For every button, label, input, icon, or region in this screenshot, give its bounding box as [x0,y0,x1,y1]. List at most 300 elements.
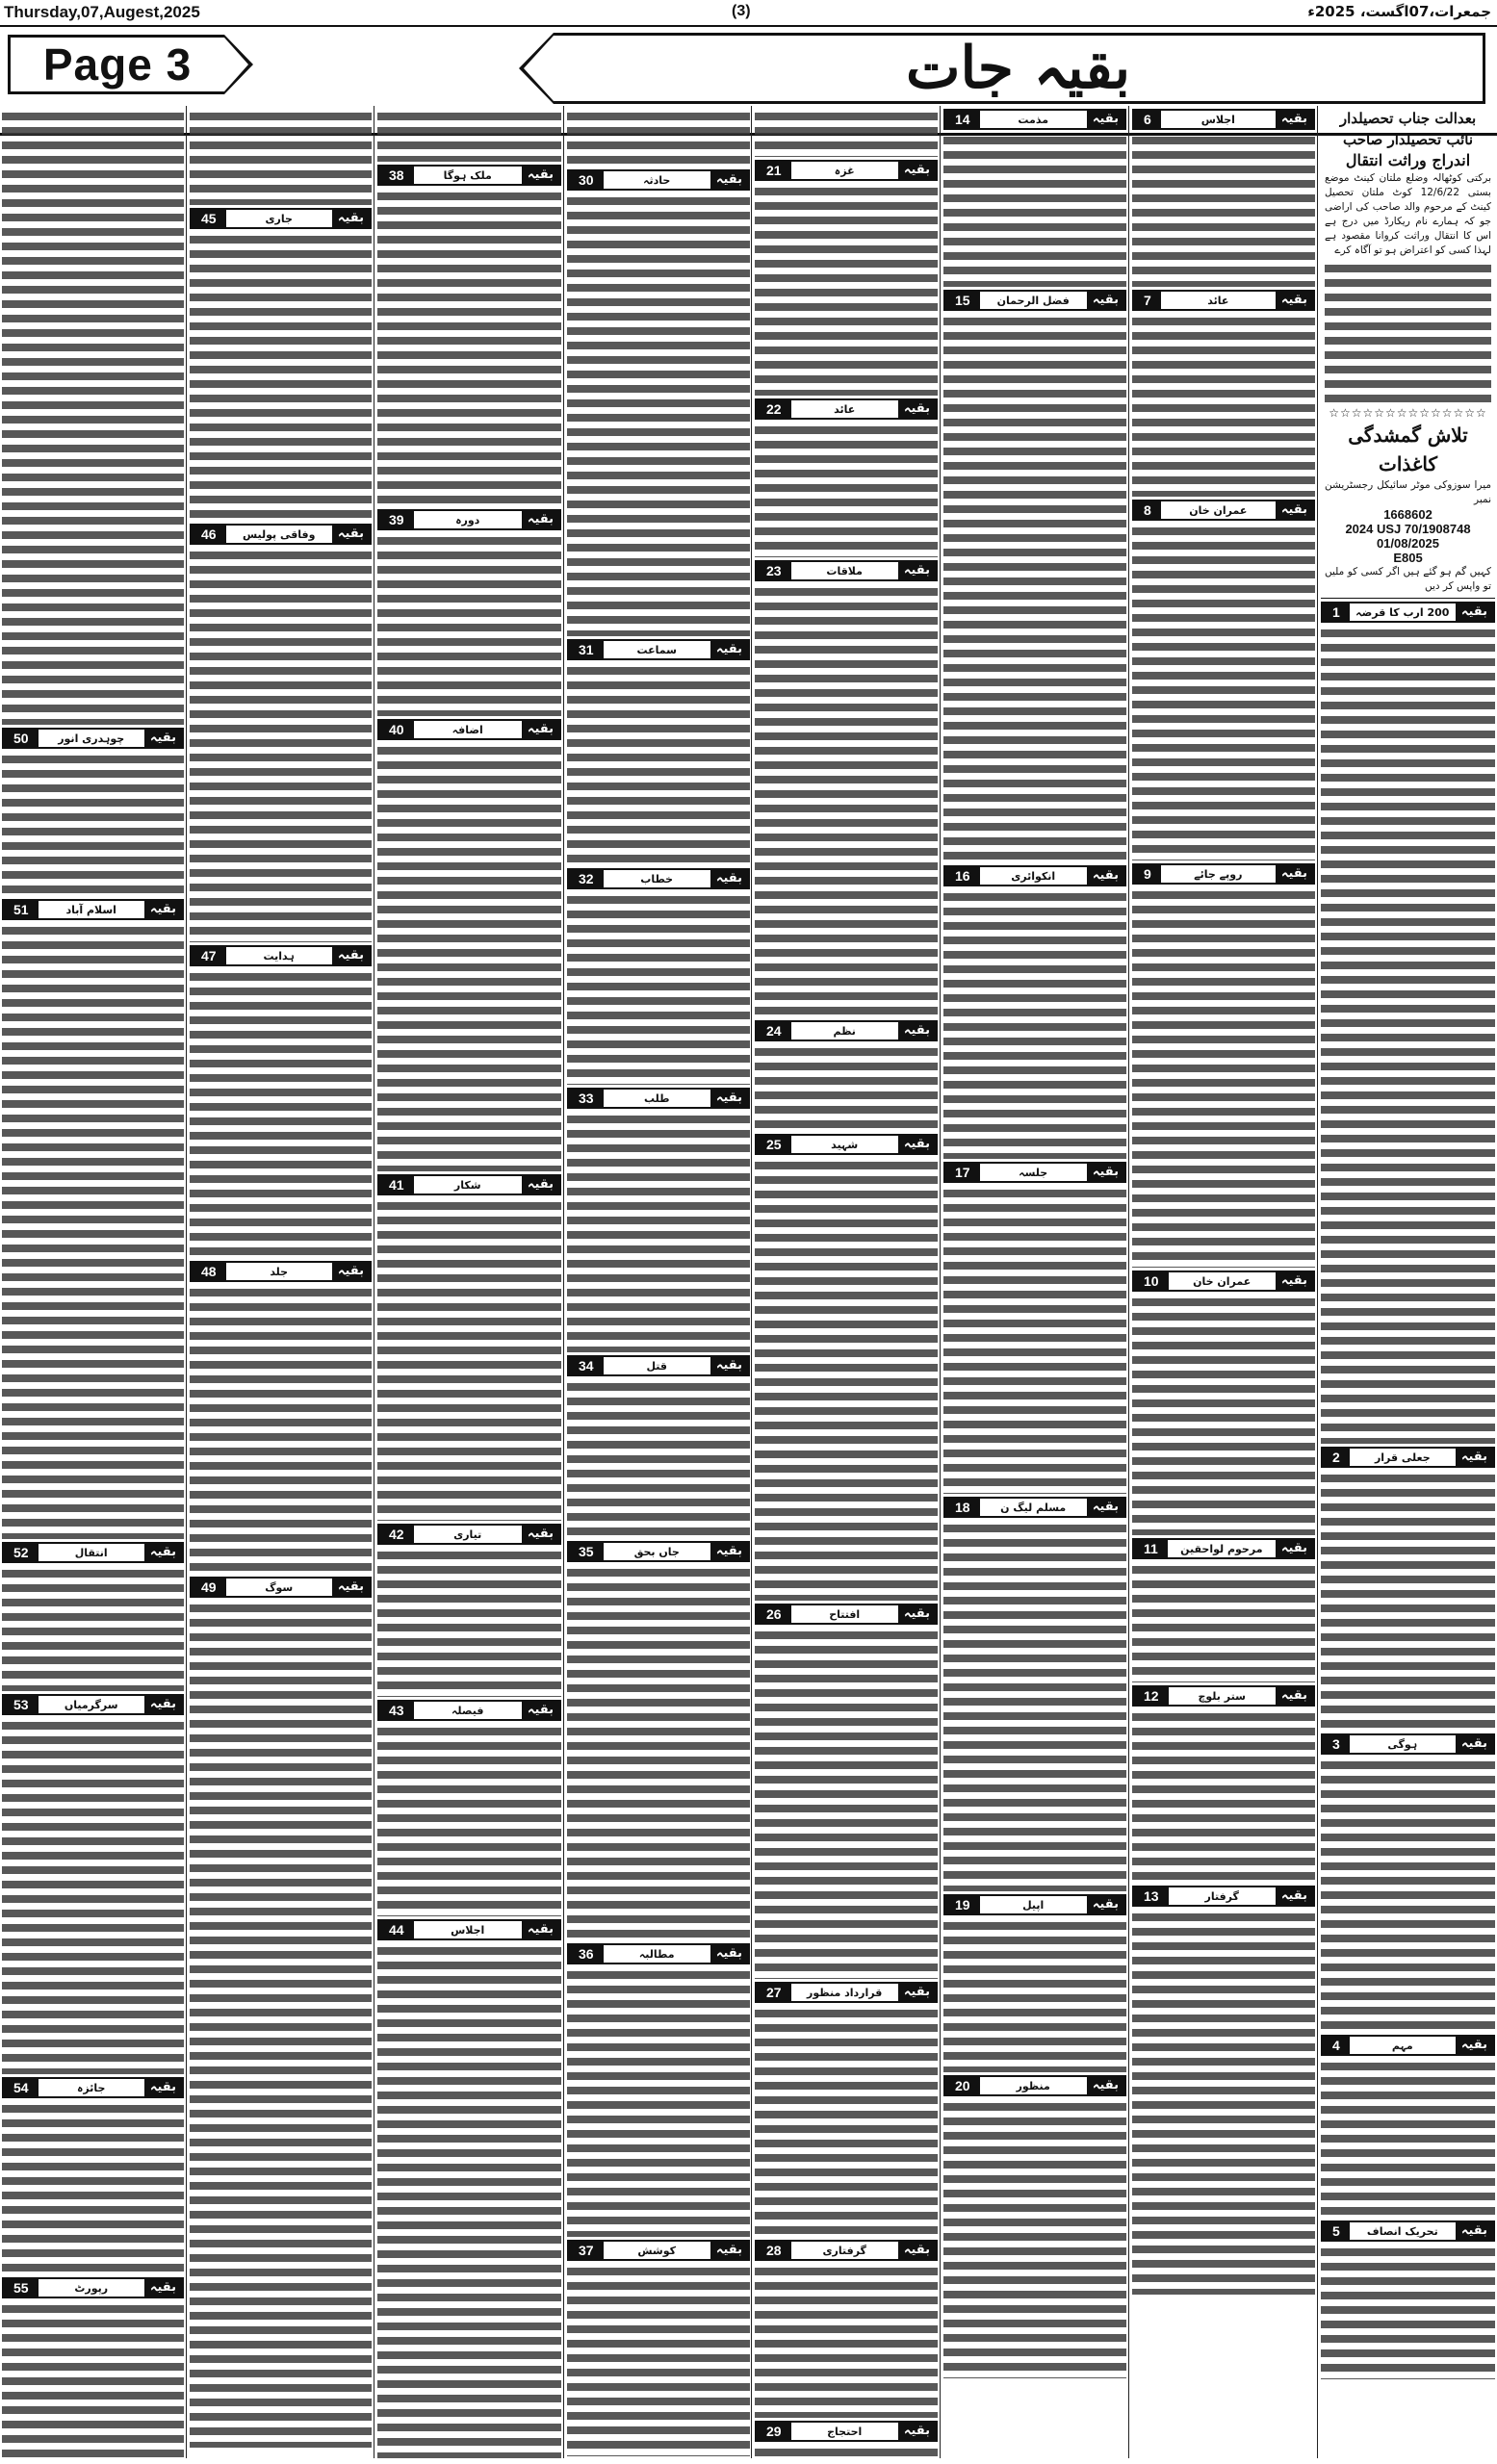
section-title: سماعت [636,643,677,656]
section-number: 52 [4,1544,39,1561]
section-label: بقیہ [1276,1887,1313,1905]
section-title: ملک ہوگا [443,168,492,182]
section-header-46 [190,524,372,545]
section-label: بقیہ [710,171,748,189]
section-text-6 [1132,133,1315,287]
section-header-17 [943,1162,1126,1183]
section-header-20 [943,2075,1126,2096]
section-title: جلد [270,1265,289,1278]
section-title: تحریک انصاف [1366,2224,1438,2238]
section-text-52 [2,1566,184,1691]
continued-text [2,109,184,725]
section-label: بقیہ [522,511,559,528]
notice-court: بعدالت جناب تحصیلدار [1339,110,1477,127]
section-number: 49 [192,1578,226,1596]
section-header-7 [1132,290,1315,311]
section-text-38 [377,189,561,506]
section-header-55 [2,2277,184,2298]
section-title: عمران خان [1193,1274,1252,1288]
section-header-24 [755,1020,938,1041]
section-number: 40 [379,721,414,738]
section-number: 37 [569,2242,604,2259]
lost-docs-date: 01/08/2025 [1376,536,1440,551]
section-text-41 [377,1198,561,1521]
section-text-35 [567,1565,750,1940]
column-divider [751,106,752,2458]
section-header-13 [1132,1886,1315,1907]
section-header-29 [755,2421,938,2442]
section-text-48 [190,1285,372,1574]
section-label: بقیہ [710,870,748,887]
section-label: بقیہ [332,1578,370,1596]
section-text-13 [1132,1910,1315,2295]
section-label: بقیہ [1456,1735,1493,1753]
section-title: طلب [643,1091,670,1105]
section-number: 15 [945,292,980,309]
section-text-40 [377,743,561,1171]
section-header-11 [1132,1538,1315,1559]
column-2 [1132,106,1315,2458]
section-header-40 [377,719,561,740]
section-header-4 [1321,2035,1495,2056]
section-number: 2 [1323,1449,1350,1466]
section-title: اسلام آباد [65,903,116,916]
section-title: انکوائری [1011,869,1056,883]
section-header-8 [1132,500,1315,521]
section-title: اضافہ [452,723,483,736]
section-title: حادثہ [643,173,671,187]
section-title: جائزہ [76,2081,106,2094]
section-title: قرارداد منظور [807,1986,883,1999]
section-title: کوشش [637,2244,677,2257]
section-number: 27 [757,1984,791,2001]
section-number: 39 [379,511,414,528]
section-title: شہید [831,1138,859,1151]
section-text-21 [755,184,938,396]
section-title: سوگ [265,1580,294,1594]
page-number-marker: (3) [732,3,751,19]
section-label: بقیہ [1087,1499,1124,1516]
section-title: احتجاج [827,2425,863,2438]
column-divider [1128,106,1129,2458]
section-title: اجلاس [451,1923,485,1937]
section-label: بقیہ [144,2279,182,2297]
section-text-27 [755,2006,938,2237]
section-label: بقیہ [332,947,370,964]
section-label: بقیہ [1087,1896,1124,1913]
section-number: 28 [757,2242,791,2259]
section-number: 9 [1134,865,1161,883]
section-number: 23 [757,562,791,579]
section-number: 5 [1323,2222,1350,2240]
section-label: بقیہ [898,1136,936,1153]
section-label: بقیہ [1087,292,1124,309]
section-label: بقیہ [522,167,559,184]
section-number: 46 [192,526,226,543]
section-text-24 [755,1044,938,1131]
section-text-11 [1132,1562,1315,1682]
section-label: بقیہ [522,1526,559,1543]
section-title: مرحوم لواحقین [1180,1542,1263,1555]
section-header-30 [567,169,750,191]
section-title: انتقال [74,1546,108,1559]
section-title: خطاب [640,872,674,886]
section-text-32 [567,892,750,1085]
column-divider [940,106,941,2458]
section-header-27 [755,1982,938,2003]
section-title: رپورٹ [74,2281,109,2295]
section-number: 11 [1134,1540,1168,1557]
section-text-51 [2,923,184,1539]
section-title: تیاری [453,1527,482,1541]
section-label: بقیہ [522,1176,559,1194]
section-header-14 [943,109,1126,130]
section-header-22 [755,398,938,420]
section-header-35 [567,1541,750,1562]
section-header-2 [1321,1447,1495,1468]
section-number: 18 [945,1499,980,1516]
notice-divider: ☆☆☆☆☆☆☆☆☆☆☆☆☆☆ [1329,406,1487,420]
date-urdu: جمعرات،07اگست، 2025ء [1307,3,1491,20]
section-label: بقیہ [898,400,936,418]
section-text-16 [943,889,1126,1159]
section-header-19 [943,1894,1126,1915]
section-label: بقیہ [898,2423,936,2440]
notice-body-text [1325,261,1491,405]
section-header-37 [567,2240,750,2261]
section-header-12 [1132,1685,1315,1707]
section-text-18 [943,1521,1126,1891]
section-number: 54 [4,2079,39,2096]
lost-docs-end: کہیں گم ہو گئے ہیں اگر کسی کو ملیں تو واپس کر دیں [1325,566,1491,592]
continued-text [377,109,561,162]
section-header-9 [1132,863,1315,885]
section-text-53 [2,1718,184,2074]
section-label: بقیہ [1087,2077,1124,2094]
section-header-21 [755,160,938,181]
section-number: 48 [192,1263,226,1280]
date-english: Thursday,07,Augest,2025 [4,3,200,21]
section-text-29 [755,2445,938,2458]
section-number: 16 [945,867,980,885]
section-text-28 [755,2264,938,2418]
section-number: 42 [379,1526,414,1543]
section-label: بقیہ [1087,1164,1124,1181]
section-header-48 [190,1261,372,1282]
section-text-45 [190,232,372,521]
lost-docs-body: میرا سوزوکی موٹر سائیکل رجسٹریشن نمبر [1325,479,1491,505]
section-text-37 [567,2264,750,2456]
column-divider [186,106,187,2458]
section-number: 7 [1134,292,1161,309]
section-text-43 [377,1724,561,1916]
section-title: اپیل [1022,1898,1045,1912]
section-header-33 [567,1088,750,1109]
section-label: بقیہ [522,721,559,738]
section-title: ستر بلوچ [1198,1689,1246,1703]
section-text-1 [1321,626,1495,1444]
section-label: بقیہ [898,1605,936,1623]
section-number: 47 [192,947,226,964]
section-number: 12 [1134,1687,1169,1705]
section-header-28 [755,2240,938,2261]
section-number: 24 [757,1022,791,1040]
section-title: جاں بحق [633,1545,680,1558]
section-label: بقیہ [144,901,182,918]
section-number: 53 [4,1696,39,1713]
section-number: 36 [569,1945,604,1963]
section-text-47 [190,969,372,1258]
column-6 [377,106,561,2458]
section-label: بقیہ [1276,292,1313,309]
section-number: 17 [945,1164,980,1181]
section-number: 25 [757,1136,791,1153]
section-title: 200 ارب کا قرضہ [1355,605,1450,619]
section-label: بقیہ [710,1090,748,1107]
section-text-10 [1132,1295,1315,1535]
lost-docs-code: E805 [1393,551,1423,565]
section-text-44 [377,1943,561,2458]
column-5 [567,106,750,2458]
section-text-23 [755,584,938,1017]
section-title: ملاقات [826,564,863,578]
section-label: بقیہ [710,641,748,658]
section-number: 50 [4,730,39,747]
section-text-26 [755,1628,938,1979]
section-number: 30 [569,171,604,189]
section-title: گرفتاری [822,2244,866,2257]
section-number: 26 [757,1605,791,1623]
section-title: قتل [646,1359,667,1373]
column-divider [1317,106,1318,2458]
column-7 [190,106,372,2458]
section-label: بقیہ [1456,1449,1493,1466]
section-header-23 [755,560,938,581]
section-header-50 [2,728,184,749]
section-label: بقیہ [522,1702,559,1719]
section-header-5 [1321,2220,1495,2242]
section-text-2 [1321,1471,1495,1731]
section-title: وفاقی پولیس [242,527,316,541]
section-label: بقیہ [898,1984,936,2001]
section-text-14 [943,133,1126,287]
column-1 [1321,106,1495,2458]
section-header-34 [567,1355,750,1376]
section-title: مسلم لیگ ن [1000,1501,1067,1514]
section-label: بقیہ [898,562,936,579]
section-number: 20 [945,2077,980,2094]
section-header-54 [2,2077,184,2098]
section-label: بقیہ [1087,111,1124,128]
section-label: بقیہ [710,2242,748,2259]
page-title: بقیہ جات [554,33,1485,104]
section-number: 41 [379,1176,414,1194]
section-label: بقیہ [1276,1687,1313,1705]
section-header-25 [755,1134,938,1155]
section-label: بقیہ [1456,603,1493,621]
section-header-52 [2,1542,184,1563]
section-number: 55 [4,2279,39,2297]
section-header-39 [377,509,561,530]
continued-text [755,109,938,157]
section-title: اجلاس [1200,113,1235,126]
section-number: 6 [1134,111,1161,128]
section-number: 32 [569,870,604,887]
section-label: بقیہ [332,526,370,543]
section-header-31 [567,639,750,660]
section-title: جعلی قرار [1374,1450,1431,1464]
section-number: 34 [569,1357,604,1374]
section-title: روپے جائے [1194,867,1243,881]
section-title: مطالبہ [638,1947,675,1961]
section-number: 21 [757,162,791,179]
section-text-8 [1132,524,1315,860]
section-header-18 [943,1497,1126,1518]
column-3 [943,106,1126,2458]
section-text-3 [1321,1758,1495,2032]
section-label: بقیہ [144,2079,182,2096]
section-number: 31 [569,641,604,658]
section-label: بقیہ [522,1921,559,1938]
section-header-38 [377,165,561,186]
section-header-3 [1321,1733,1495,1755]
section-text-33 [567,1112,750,1352]
section-title: شکار [453,1178,481,1192]
section-label: بقیہ [1456,2037,1493,2054]
section-title: فیصلہ [451,1704,484,1717]
section-number: 35 [569,1543,604,1560]
section-header-43 [377,1700,561,1721]
section-title: ہوگی [1387,1737,1418,1751]
legal-notice [1321,106,1495,599]
section-header-36 [567,1943,750,1964]
section-title: عمران خان [1189,503,1248,517]
section-number: 38 [379,167,414,184]
section-header-41 [377,1174,561,1195]
section-text-9 [1132,887,1315,1268]
section-title: مذمت [1018,113,1049,126]
section-title: چوہدری انور [58,732,125,745]
section-title: جاری [265,212,293,225]
section-title: دورہ [455,513,480,526]
section-label: بقیہ [898,162,936,179]
section-text-15 [943,314,1126,862]
section-header-1 [1321,602,1495,623]
section-text-49 [190,1601,372,2448]
section-header-32 [567,868,750,889]
section-label: بقیہ [710,1945,748,1963]
section-number: 1 [1323,603,1350,621]
section-title: عائد [834,402,856,416]
section-title: غزہ [834,164,855,177]
section-number: 45 [192,210,226,227]
section-text-7 [1132,314,1315,497]
section-number: 43 [379,1702,414,1719]
section-text-50 [2,752,184,896]
section-label: بقیہ [1276,1540,1313,1557]
section-header-10 [1132,1270,1315,1292]
section-label: بقیہ [1276,111,1313,128]
section-number: 33 [569,1090,604,1107]
section-header-16 [943,865,1126,886]
lost-docs-ref2: 2024 USJ 70/1908748 [1345,522,1471,536]
column-4 [755,106,938,2458]
section-title: ہدایت [263,949,295,962]
section-text-20 [943,2099,1126,2378]
section-text-34 [567,1379,750,1538]
section-title: گرفتار [1204,1889,1239,1903]
section-text-36 [567,1967,750,2237]
section-text-17 [943,1186,1126,1494]
column-divider [563,106,564,2458]
section-text-55 [2,2301,184,2458]
section-text-4 [1321,2059,1495,2218]
section-number: 10 [1134,1272,1169,1290]
section-number: 51 [4,901,39,918]
continued-text [567,109,750,167]
continued-text [190,109,372,205]
section-header-47 [190,945,372,966]
section-text-46 [190,548,372,942]
section-label: بقیہ [898,1022,936,1040]
section-header-15 [943,290,1126,311]
section-header-51 [2,899,184,920]
section-header-42 [377,1524,561,1545]
section-number: 19 [945,1896,980,1913]
section-label: بقیہ [898,2242,936,2259]
section-text-39 [377,533,561,716]
section-number: 44 [379,1921,414,1938]
top-date-strip [0,0,1497,27]
section-label: بقیہ [144,1544,182,1561]
section-header-45 [190,208,372,229]
section-label: بقیہ [710,1543,748,1560]
section-text-12 [1132,1709,1315,1883]
lost-docs-ref1: 1668602 [1383,507,1432,522]
column-8 [2,106,184,2458]
section-label: بقیہ [144,1696,182,1713]
section-header-53 [2,1694,184,1715]
section-title: مہم [1391,2039,1413,2052]
notice-body: برکتی کوٹھالہ وضلع ملتان کینٹ موضع بستی 12/6/22 کوٹ ملتان تحصیل کینٹ کے مرحوم والد صاحب کی اراضی جو کہ ہمارے نام ریکارڈ میں درج ہے اس کا انتقال وراثت کروانا مقصود ہے لہذا کسی کو اعتراض ہو تو آگاہ کرے [1325,172,1491,256]
section-text-30 [567,193,750,636]
lost-docs-title: تلاش گمشدگی کاغذات [1348,424,1468,475]
section-title: افتتاح [829,1607,861,1621]
section-label: بقیہ [710,1357,748,1374]
section-header-44 [377,1919,561,1940]
section-label: بقیہ [332,1263,370,1280]
section-number: 8 [1134,501,1161,519]
section-title: نظم [833,1024,856,1038]
section-number: 4 [1323,2037,1350,2054]
section-title: فضل الرحمان [996,294,1070,307]
section-number: 14 [945,111,980,128]
section-label: بقیہ [1087,867,1124,885]
section-number: 29 [757,2423,791,2440]
section-label: بقیہ [144,730,182,747]
section-text-42 [377,1548,561,1697]
section-text-22 [755,423,938,557]
section-number: 22 [757,400,791,418]
section-label: بقیہ [1276,501,1313,519]
section-title: منظور [1016,2079,1050,2092]
section-title: سرگرمیاں [64,1698,118,1711]
section-text-54 [2,2101,184,2274]
section-number: 13 [1134,1887,1169,1905]
section-label: بقیہ [332,210,370,227]
section-text-31 [567,663,750,865]
section-text-5 [1321,2245,1495,2379]
